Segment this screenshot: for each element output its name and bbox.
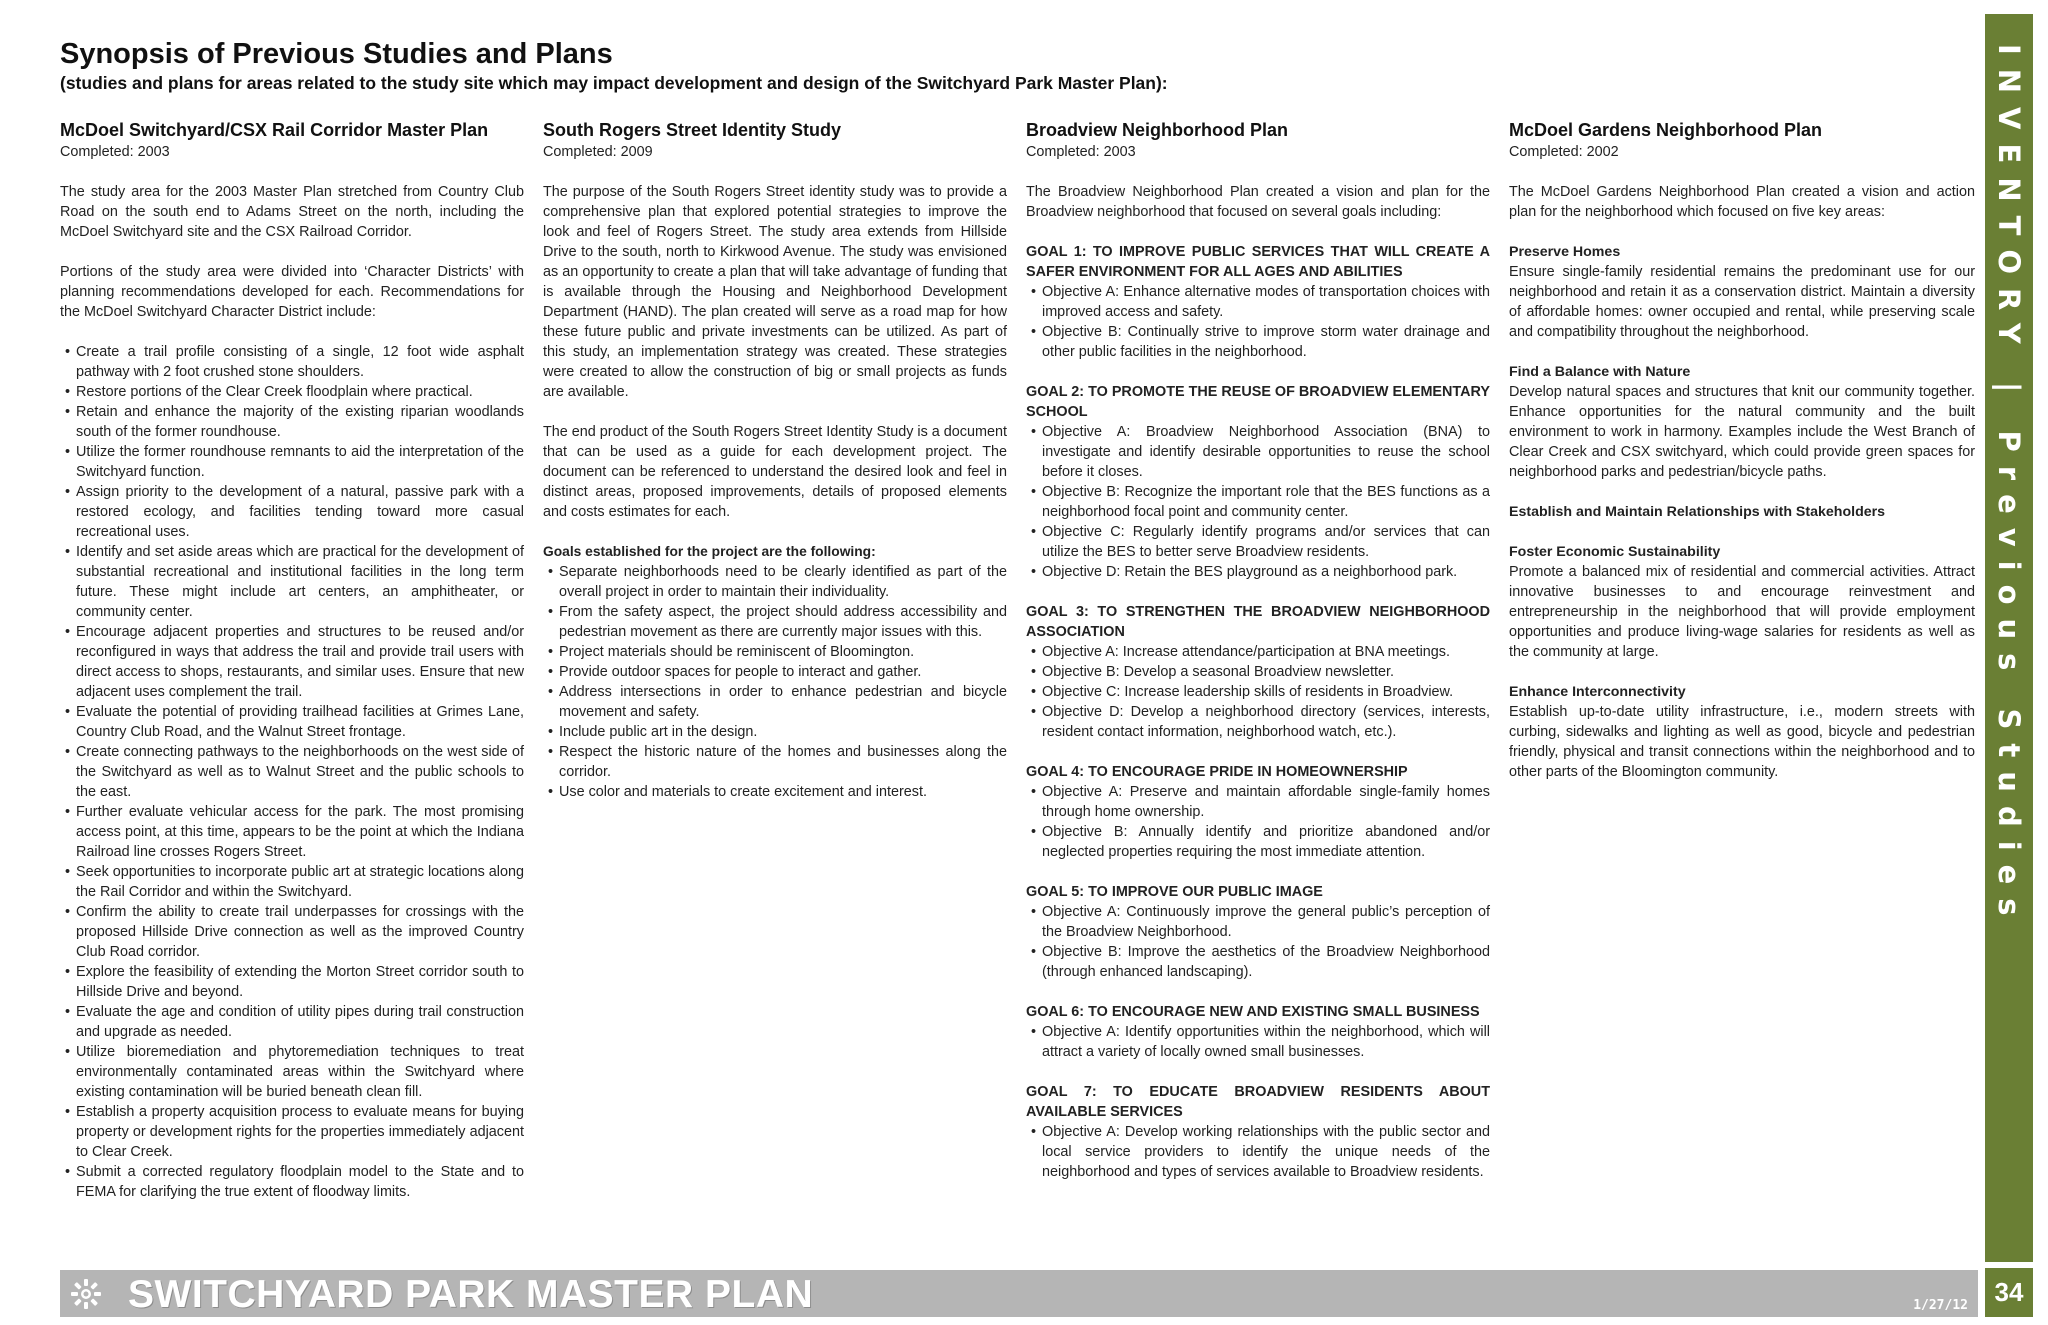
list-item: • Seek opportunities to incorporate public art at strategic locations along the Rail Corridor and within the Switchyard. [60,862,524,902]
key-area-text: Develop natural spaces and structures that knit our community together. Enhance opportunities for the natural community and the built environment to work in harmony. Examples include the West Branch of Clear Creek and CSX switchyard, which could provide green spaces for neighborhood parks and pedestrian/bicycle paths. [1509,384,1975,480]
goal-block [1026,762,1490,862]
goal-block [1026,1082,1490,1182]
list-item: • Explore the feasibility of extending the Morton Street corridor south to Hillside Drive and beyond. [60,962,524,1002]
objective-list [1026,642,1490,742]
key-area-title: Enhance Interconnectivity [1509,684,1686,700]
objective-list [1026,782,1490,862]
key-area-title: Establish and Maintain Relationships with Stakeholders [1509,504,1886,520]
section-side-tab-label: INVENTORY | Previous Studies [1992,44,2026,930]
list-item: • Encourage adjacent properties and structures to be reused and/or reconfigured in ways that address the trail and provide trail users with direct access to shops, restaurants, and similar uses. Ensure that new adjacent uses complement the trail. [60,622,524,702]
list-item: • Restore portions of the Clear Creek floodplain where practical. [60,382,524,402]
completed-date: Completed: 2002 [1509,144,1619,160]
goals-heading: Goals established for the project are the following: [543,544,876,559]
paragraph: The end product of the South Rogers Street Identity Study is a document that can be used as a guide for each development project. The document can be referenced to understand the desired look and feel in distinct areas, proposed improvements, details of proposed elements and costs estimates for each. [543,424,1007,520]
column-mcdoel-switchyard [60,118,524,1222]
list-item: • Objective B: Continually strive to improve storm water drainage and other public facilities in the neighborhood. [1026,322,1490,362]
list-item: • Utilize bioremediation and phytoremediation techniques to treat environmentally contaminated areas within the Switchyard where existing contamination will be buried beneath clean fill. [60,1042,524,1102]
list-item: • Confirm the ability to create trail underpasses for crossings with the proposed Hillside Drive connection as well as the improved Country Club Road corridor. [60,902,524,962]
column-broadview-neighborhood [1026,118,1490,1202]
list-item: • Objective A: Broadview Neighborhood Association (BNA) to investigate and identify desirable opportunities to reuse the school before it closes. [1026,422,1490,482]
goal-block [1026,382,1490,582]
page-title: Synopsis of Previous Studies and Plans [60,38,613,70]
key-area [1509,242,1975,342]
list-item: • Use color and materials to create excitement and interest. [543,782,1007,802]
footer-title: SWITCHYARD PARK MASTER PLAN [128,1273,814,1316]
list-item: • Objective D: Develop a neighborhood directory (services, interests, resident contact information, neighborhood watch, etc.). [1026,702,1490,742]
key-area-text: Promote a balanced mix of residential and commercial activities. Attract innovative businesses to and encourage reinvestment and entrepreneurship in the neighborhood that will provide employment opportunities and produce living-wage salaries for residents as well as the community at large. [1509,564,1975,660]
list-item: • Address intersections in order to enhance pedestrian and bicycle movement and safety. [543,682,1007,722]
goal-block [1026,242,1490,362]
list-item: • Objective A: Develop working relationships with the public sector and local service providers to identify the unique needs of the neighborhood and types of services available to Broadview residents. [1026,1122,1490,1182]
list-item: • Separate neighborhoods need to be clearly identified as part of the overall project in order to maintain their individuality. [543,562,1007,602]
footer-date: 1/27/12 [1913,1298,1968,1313]
objective-list [1026,1122,1490,1182]
column-title: South Rogers Street Identity Study [543,120,842,140]
list-item: • Identify and set aside areas which are practical for the development of substantial recreational and institutional facilities in the long term future. These might include art centers, an amphitheater, or community center. [60,542,524,622]
column-title: McDoel Switchyard/CSX Rail Corridor Master Plan [60,120,489,140]
list-item: • Provide outdoor spaces for people to interact and gather. [543,662,1007,682]
footer-bar [60,1270,1978,1317]
key-area-title: Find a Balance with Nature [1509,364,1691,380]
key-area-text: Ensure single-family residential remains the predominant use for our neighborhood and retain it as a conservation district. Maintain a diversity of affordable homes: owner occupied and rental, while preserving scale and compatibility throughout the neighborhood. [1509,264,1975,340]
list-item: • Evaluate the potential of providing trailhead facilities at Grimes Lane, Country Club Road, and the Walnut Street frontage. [60,702,524,742]
list-item: • Create a trail profile consisting of a single, 12 foot wide asphalt pathway with 2 foot crushed stone shoulders. [60,342,524,382]
list-item: • Submit a corrected regulatory floodplain model to the State and to FEMA for clarifying the true extent of floodway limits. [60,1162,524,1202]
goal-block [1026,602,1490,742]
goal-title: GOAL 2: TO PROMOTE THE REUSE OF BROADVIEW ELEMENTARY SCHOOL [1026,384,1490,420]
paragraph: The Broadview Neighborhood Plan created a vision and plan for the Broadview neighborhood that focused on several goals including: [1026,184,1490,220]
list-item: • Evaluate the age and condition of utility pipes during trail construction and upgrade as needed. [60,1002,524,1042]
sunburst-logo-icon [70,1278,102,1310]
key-area-title: Preserve Homes [1509,244,1621,260]
objective-list [1026,282,1490,362]
column-south-rogers-street [543,118,1007,822]
key-area [1509,362,1975,482]
page-subtitle: (studies and plans for areas related to the study site which may impact development and design of the Switchyard Park Master Plan): [60,73,1168,93]
list-item: • Objective A: Preserve and maintain affordable single-family homes through home ownership. [1026,782,1490,822]
key-area-text: Establish up-to-date utility infrastructure, i.e., modern streets with curbing, sidewalks and lighting as well as good, bicycle and pedestrian friendly, physical and transit connections within the neighborhood and to other parts of the Bloomington community. [1509,704,1975,780]
list-item: • Utilize the former roundhouse remnants to aid the interpretation of the Switchyard function. [60,442,524,482]
objective-list [1026,1022,1490,1062]
column-title: McDoel Gardens Neighborhood Plan [1509,120,1823,140]
goal-title: GOAL 6: TO ENCOURAGE NEW AND EXISTING SMALL BUSINESS [1026,1004,1480,1020]
key-area [1509,682,1975,782]
list-item: • Objective A: Increase attendance/participation at BNA meetings. [1026,642,1490,662]
list-item: • Create connecting pathways to the neighborhoods on the west side of the Switchyard as well as to Walnut Street and the public schools to the east. [60,742,524,802]
list-item: • Respect the historic nature of the homes and businesses along the corridor. [543,742,1007,782]
list-item: • Objective B: Improve the aesthetics of the Broadview Neighborhood (through enhanced landscaping). [1026,942,1490,982]
list-item: • Include public art in the design. [543,722,1007,742]
list-item: • Objective B: Annually identify and prioritize abandoned and/or neglected properties requiring the most immediate attention. [1026,822,1490,862]
goal-block [1026,882,1490,982]
goals-list [543,562,1007,802]
list-item: • Objective A: Identify opportunities within the neighborhood, which will attract a variety of locally owned small businesses. [1026,1022,1490,1062]
completed-date: Completed: 2009 [543,144,653,160]
goal-title: GOAL 1: TO IMPROVE PUBLIC SERVICES THAT WILL CREATE A SAFER ENVIRONMENT FOR ALL AGES AND ABILITIES [1026,244,1490,280]
key-area [1509,502,1975,522]
goal-block [1026,1002,1490,1062]
key-area-title: Foster Economic Sustainability [1509,544,1721,560]
completed-date: Completed: 2003 [60,144,170,160]
list-item: • Objective C: Regularly identify programs and/or services that can utilize the BES to better serve Broadview residents. [1026,522,1490,562]
list-item: • Establish a property acquisition process to evaluate means for buying property or development rights for the properties immediately adjacent to Clear Creek. [60,1102,524,1162]
list-item: • Objective A: Continuously improve the general public’s perception of the Broadview Neighborhood. [1026,902,1490,942]
section-side-tab [1985,14,2033,1262]
list-item: • Objective A: Enhance alternative modes of transportation choices with improved access and safety. [1026,282,1490,322]
recommendation-list [60,342,524,1202]
list-item: • Retain and enhance the majority of the existing riparian woodlands south of the former roundhouse. [60,402,524,442]
objective-list [1026,422,1490,582]
page-number: 34 [1985,1268,2033,1317]
paragraph: The purpose of the South Rogers Street identity study was to provide a comprehensive plan that explored potential strategies to improve the look and feel of Rogers Street. The study area extends from Hillside Drive to the south, north to Kirkwood Avenue. The study was envisioned as an opportunity to create a plan that will take advantage of funding that is available through the Housing and Neighborhood Development Department (HAND). The plan created will serve as a road map for how these future public and private investments can be utilized. As part of this study, an implementation strategy was created. These strategies were created to allow the construction of big or small projects as funds are available. [543,184,1007,400]
paragraph: Portions of the study area were divided into ‘Character Districts’ with planning recommendations developed for each. Recommendations for the McDoel Switchyard Character District include: [60,264,524,320]
column-mcdoel-gardens [1509,118,1975,802]
completed-date: Completed: 2003 [1026,144,1136,160]
goal-title: GOAL 4: TO ENCOURAGE PRIDE IN HOMEOWNERSHIP [1026,764,1408,780]
goal-title: GOAL 3: TO STRENGTHEN THE BROADVIEW NEIGHBORHOOD ASSOCIATION [1026,604,1490,640]
key-area [1509,542,1975,662]
paragraph: The study area for the 2003 Master Plan stretched from Country Club Road on the south end to Adams Street on the north, including the McDoel Switchyard site and the CSX Railroad Corridor. [60,184,524,240]
paragraph: The McDoel Gardens Neighborhood Plan created a vision and action plan for the neighborhood which focused on five key areas: [1509,184,1975,220]
goal-title: GOAL 5: TO IMPROVE OUR PUBLIC IMAGE [1026,884,1323,900]
list-item: • From the safety aspect, the project should address accessibility and pedestrian movement as there are currently major issues with this. [543,602,1007,642]
objective-list [1026,902,1490,982]
list-item: • Objective B: Recognize the important role that the BES functions as a neighborhood focal point and community center. [1026,482,1490,522]
column-title: Broadview Neighborhood Plan [1026,120,1289,140]
list-item: • Further evaluate vehicular access for the park. The most promising access point, at this time, appears to be the point at which the Indiana Railroad line crosses Rogers Street. [60,802,524,862]
list-item: • Objective C: Increase leadership skills of residents in Broadview. [1026,682,1490,702]
list-item: • Project materials should be reminiscent of Bloomington. [543,642,1007,662]
list-item: • Assign priority to the development of a natural, passive park with a restored ecology, and facilities tending toward more casual recreational uses. [60,482,524,542]
list-item: • Objective D: Retain the BES playground as a neighborhood park. [1026,562,1490,582]
goal-title: GOAL 7: TO EDUCATE BROADVIEW RESIDENTS ABOUT AVAILABLE SERVICES [1026,1084,1490,1120]
list-item: • Objective B: Develop a seasonal Broadview newsletter. [1026,662,1490,682]
